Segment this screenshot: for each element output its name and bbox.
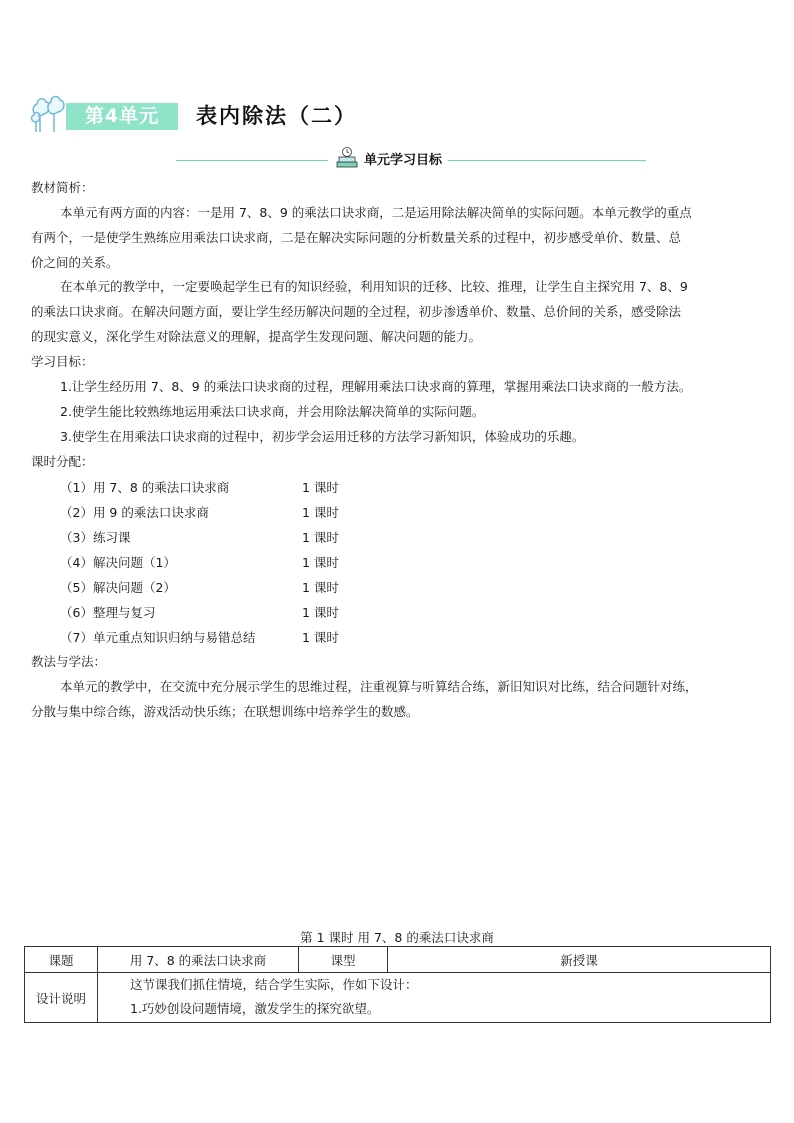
- lesson-heading: 第 1 课时 用 7、8 的乘法口诀求商: [300, 930, 494, 945]
- design-content: [98, 973, 771, 1023]
- lesson-table: [24, 946, 771, 1023]
- goal-label: 单元学习目标: [364, 152, 443, 168]
- books-icon: [334, 146, 360, 170]
- method-heading: 教法与学法：: [31, 654, 107, 669]
- material-p1-line: 价之间的关系。: [31, 255, 119, 270]
- material-p1-line: 本单元有两方面的内容：一是用 7、8、9 的乘法口诀求商，二是运用除法解决简单的实际问题。本单元教学的重点: [60, 205, 692, 220]
- schedule-hours: 1 课时: [302, 580, 339, 595]
- type-label: 课型: [299, 947, 388, 973]
- schedule-hours: 1 课时: [302, 555, 339, 570]
- topic-label: 课题: [25, 947, 98, 973]
- schedule-hours: 1 课时: [302, 505, 339, 520]
- type-value: 新授课: [388, 947, 771, 973]
- material-heading: 教材简析：: [31, 180, 94, 195]
- schedule-hours: 1 课时: [302, 605, 339, 620]
- unit-badge: 第4单元: [66, 103, 178, 130]
- schedule-heading: 课时分配：: [31, 454, 94, 469]
- trees-icon: [28, 92, 68, 134]
- design-line: 这节课我们抓住情境，结合学生实际，作如下设计：: [130, 977, 418, 992]
- schedule-item: （2）用 9 的乘法口诀求商: [60, 505, 209, 520]
- goals-heading: 学习目标：: [31, 354, 94, 369]
- schedule-hours: 1 课时: [302, 480, 339, 495]
- design-line: 1.巧妙创设问题情境，激发学生的探究欲望。: [130, 1001, 380, 1016]
- schedule-item: （6）整理与复习: [60, 605, 156, 620]
- design-label: 设计说明: [25, 973, 98, 1023]
- material-p1-line: 有两个，一是使学生熟练应用乘法口诀求商，二是在解决实际问题的分析数量关系的过程中，初步感受单价、数量、总: [31, 230, 682, 245]
- schedule-hours: 1 课时: [302, 530, 339, 545]
- schedule-item: （1）用 7、8 的乘法口诀求商: [60, 480, 230, 495]
- material-p2-line: 的乘法口诀求商。在解决问题方面，要让学生经历解决问题的全过程，初步渗透单价、数量、总价间的关系，感受除法: [31, 304, 682, 319]
- schedule-item: （4）解决问题（1）: [60, 555, 176, 570]
- schedule-item: （5）解决问题（2）: [60, 580, 176, 595]
- schedule-item: （3）练习课: [60, 530, 131, 545]
- material-p2-line: 的现实意义，深化学生对除法意义的理解，提高学生发现问题、解决问题的能力。: [31, 329, 482, 344]
- topic-value: 用 7、8 的乘法口诀求商: [98, 947, 299, 973]
- method-line: 分散与集中综合练，游戏活动快乐练；在联想训练中培养学生的数感。: [31, 704, 419, 719]
- goal-item: 2.使学生能比较熟练地运用乘法口诀求商，并会用除法解决简单的实际问题。: [60, 404, 485, 419]
- goal-banner: [328, 146, 448, 170]
- schedule-item: （7）单元重点知识归纳与易错总结: [60, 630, 256, 645]
- goal-item: 1.让学生经历用 7、8、9 的乘法口诀求商的过程，理解用乘法口诀求商的算理，掌握用乘法口诀求商的一般方法。: [60, 379, 692, 394]
- unit-title: 表内除法（二）: [196, 104, 357, 128]
- schedule-hours: 1 课时: [302, 630, 339, 645]
- goal-item: 3.使学生在用乘法口诀求商的过程中，初步学会运用迁移的方法学习新知识，体验成功的乐趣。: [60, 429, 585, 444]
- material-p2-line: 在本单元的教学中，一定要唤起学生已有的知识经验，利用知识的迁移、比较、推理，让学生自主探究用 7、8、9: [60, 279, 688, 294]
- method-line: 本单元的教学中，在交流中充分展示学生的思维过程，注重视算与听算结合练，新旧知识对比练，结合问题针对练，: [60, 679, 698, 694]
